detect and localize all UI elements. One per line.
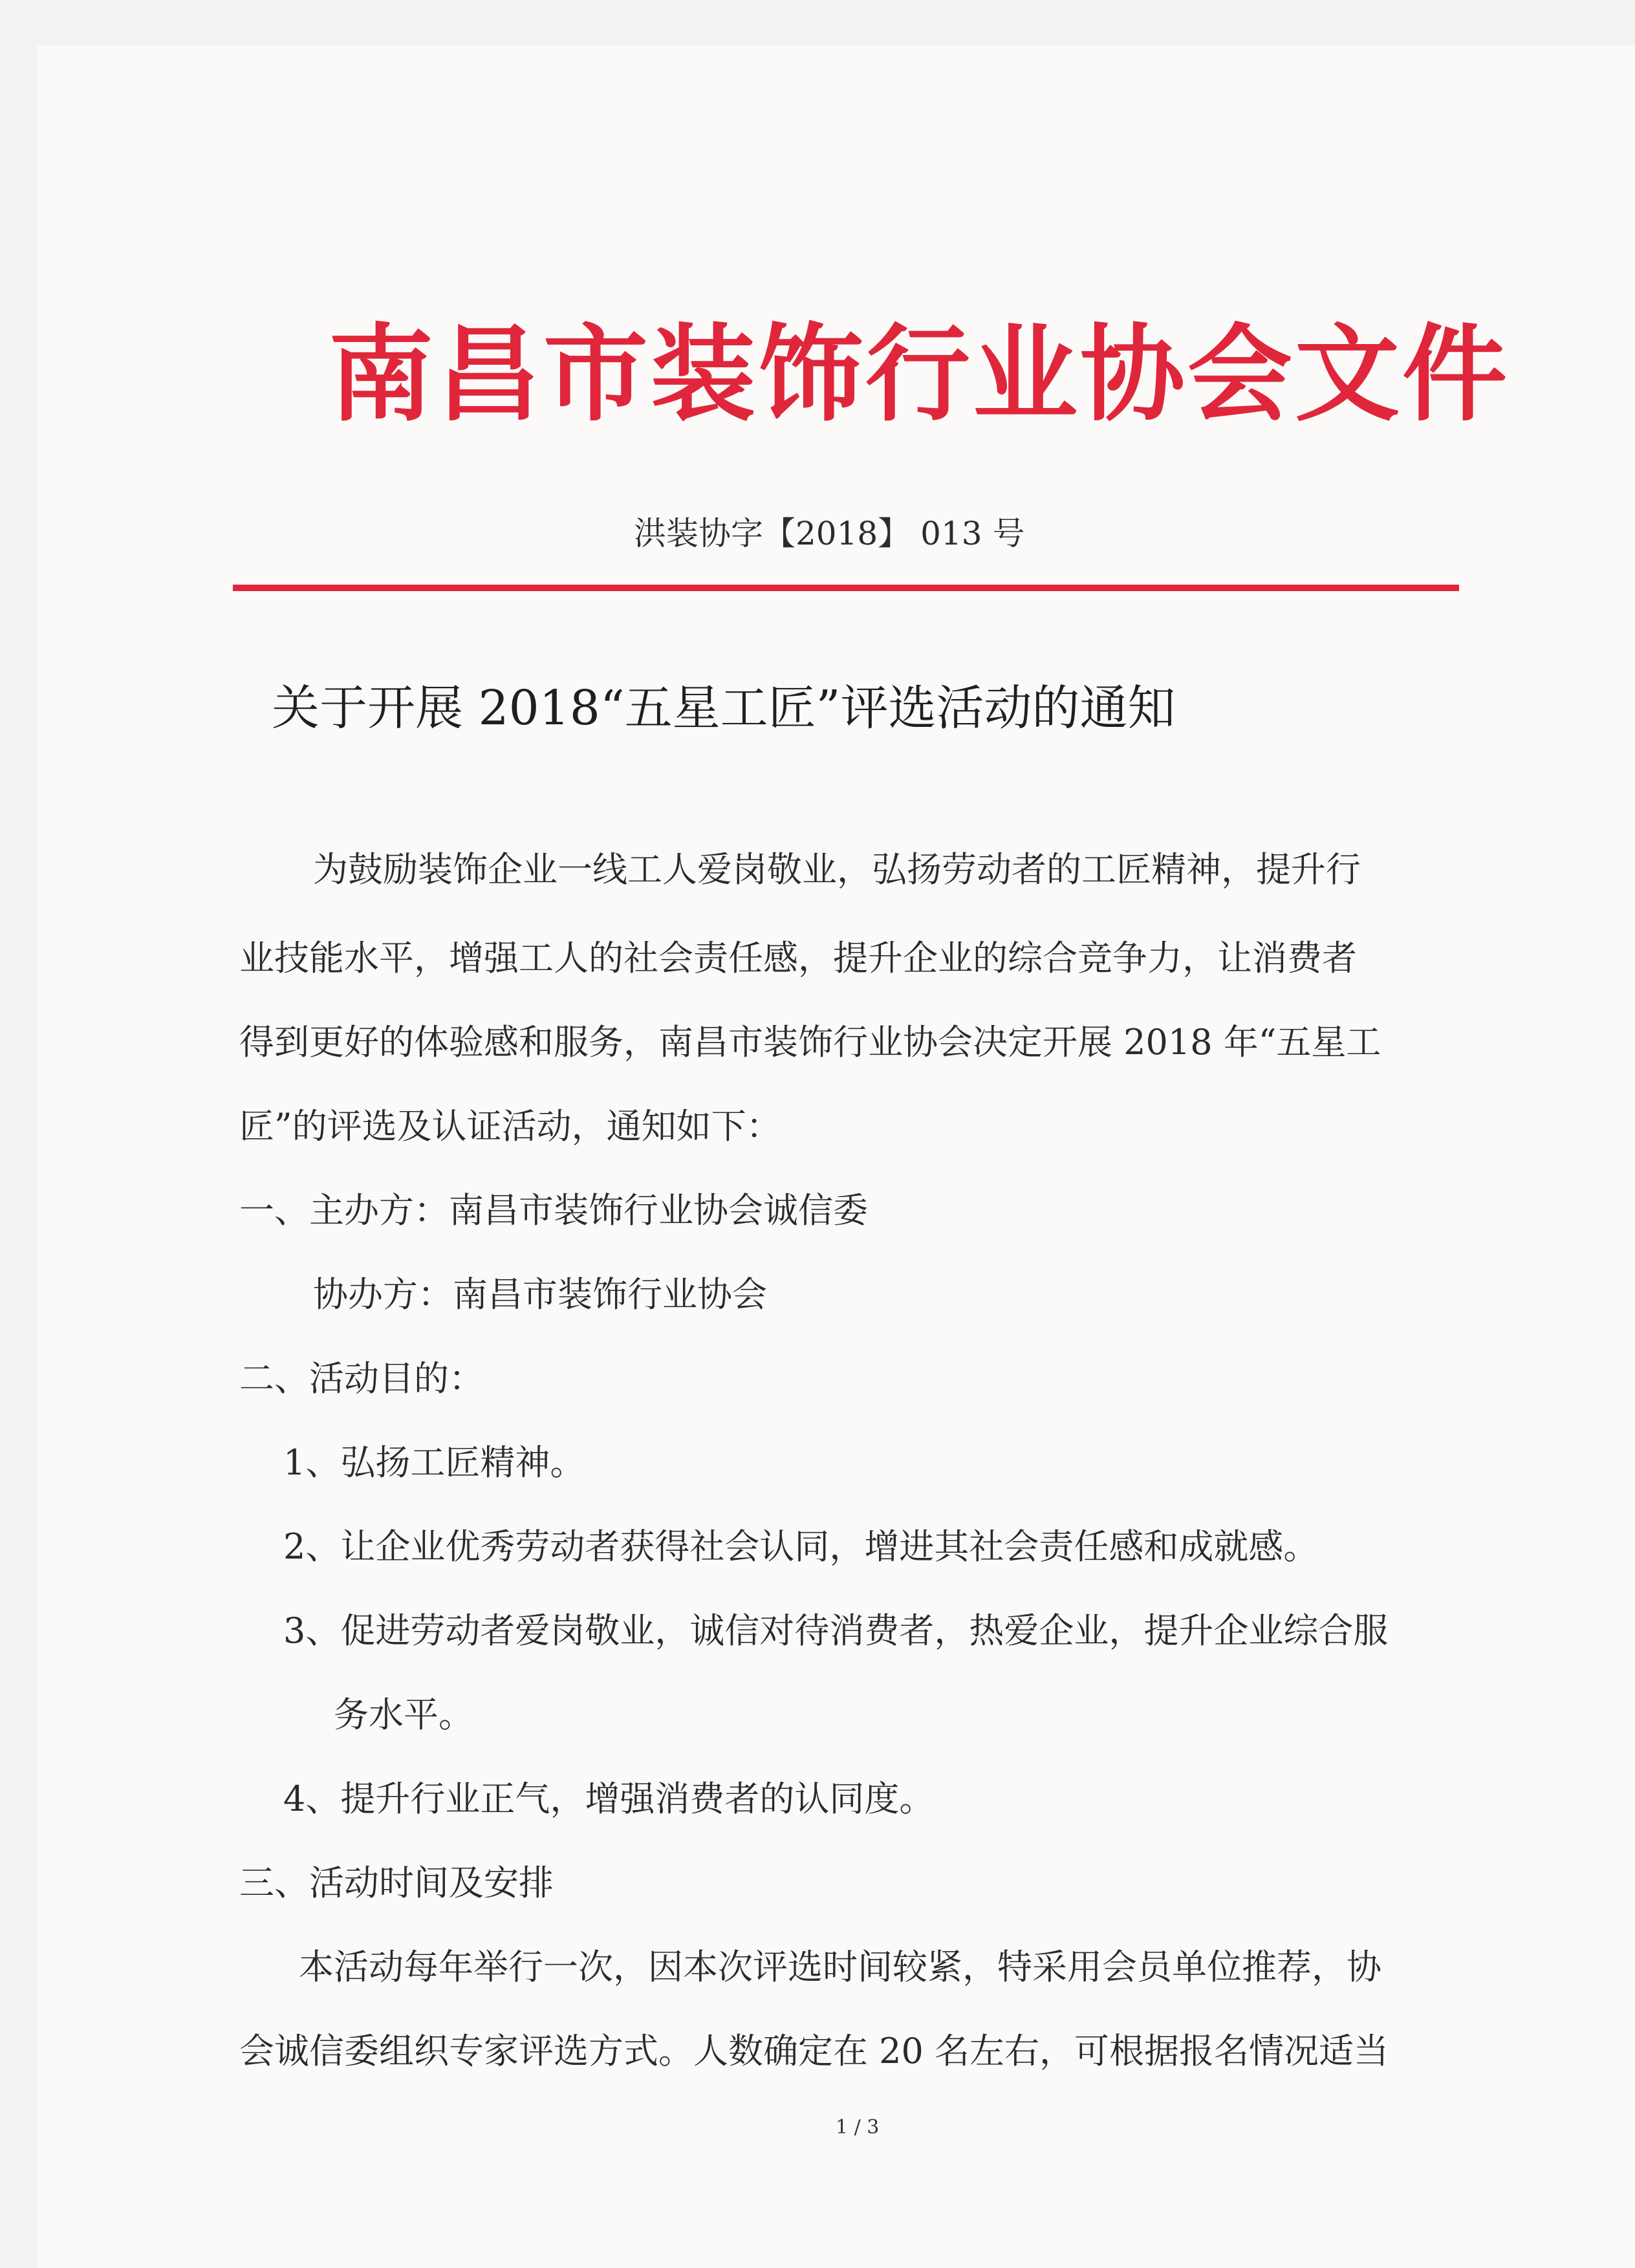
list-item-continuation: 务水平。 <box>334 1694 473 1735</box>
body-line: 为鼓励装饰企业一线工人爱岗敬业，弘扬劳动者的工匠精神，提升行 <box>313 849 1361 890</box>
body-line: 业技能水平，增强工人的社会责任感，提升企业的综合竞争力，让消费者 <box>239 938 1357 978</box>
list-item: 4、提升行业正气，增强消费者的认同度。 <box>283 1778 935 1819</box>
body-line: 协办方：南昌市装饰行业协会 <box>313 1274 767 1315</box>
document-header-title: 南昌市装饰行业协会文件 <box>329 314 1510 436</box>
list-item: 3、促进劳动者爱岗敬业，诚信对待消费者，热爱企业，提升企业综合服 <box>283 1610 1389 1651</box>
header-divider <box>233 585 1459 591</box>
list-item: 1、弘扬工匠精神。 <box>283 1442 585 1483</box>
notice-title: 关于开展 2018“五星工匠”评选活动的通知 <box>272 680 1176 736</box>
section-heading: 一、主办方：南昌市装饰行业协会诚信委 <box>239 1190 868 1231</box>
section-heading: 三、活动时间及安排 <box>239 1863 554 1903</box>
body-line: 会诚信委组织专家评选方式。人数确定在 20 名左右，可根据报名情况适当 <box>239 2031 1389 2071</box>
section-heading: 二、活动目的： <box>239 1358 484 1399</box>
body-line: 本活动每年举行一次，因本次评选时间较紧，特采用会员单位推荐，协 <box>299 1947 1381 1987</box>
body-line: 匠”的评选及认证活动，通知如下： <box>239 1106 781 1147</box>
document-number: 洪装协字【2018】 013 号 <box>634 515 1025 552</box>
page-number: 1 / 3 <box>836 2116 880 2139</box>
body-line: 得到更好的体验感和服务，南昌市装饰行业协会决定开展 2018 年“五星工 <box>239 1022 1381 1063</box>
list-item: 2、让企业优秀劳动者获得社会认同，增进其社会责任感和成就感。 <box>283 1526 1319 1567</box>
